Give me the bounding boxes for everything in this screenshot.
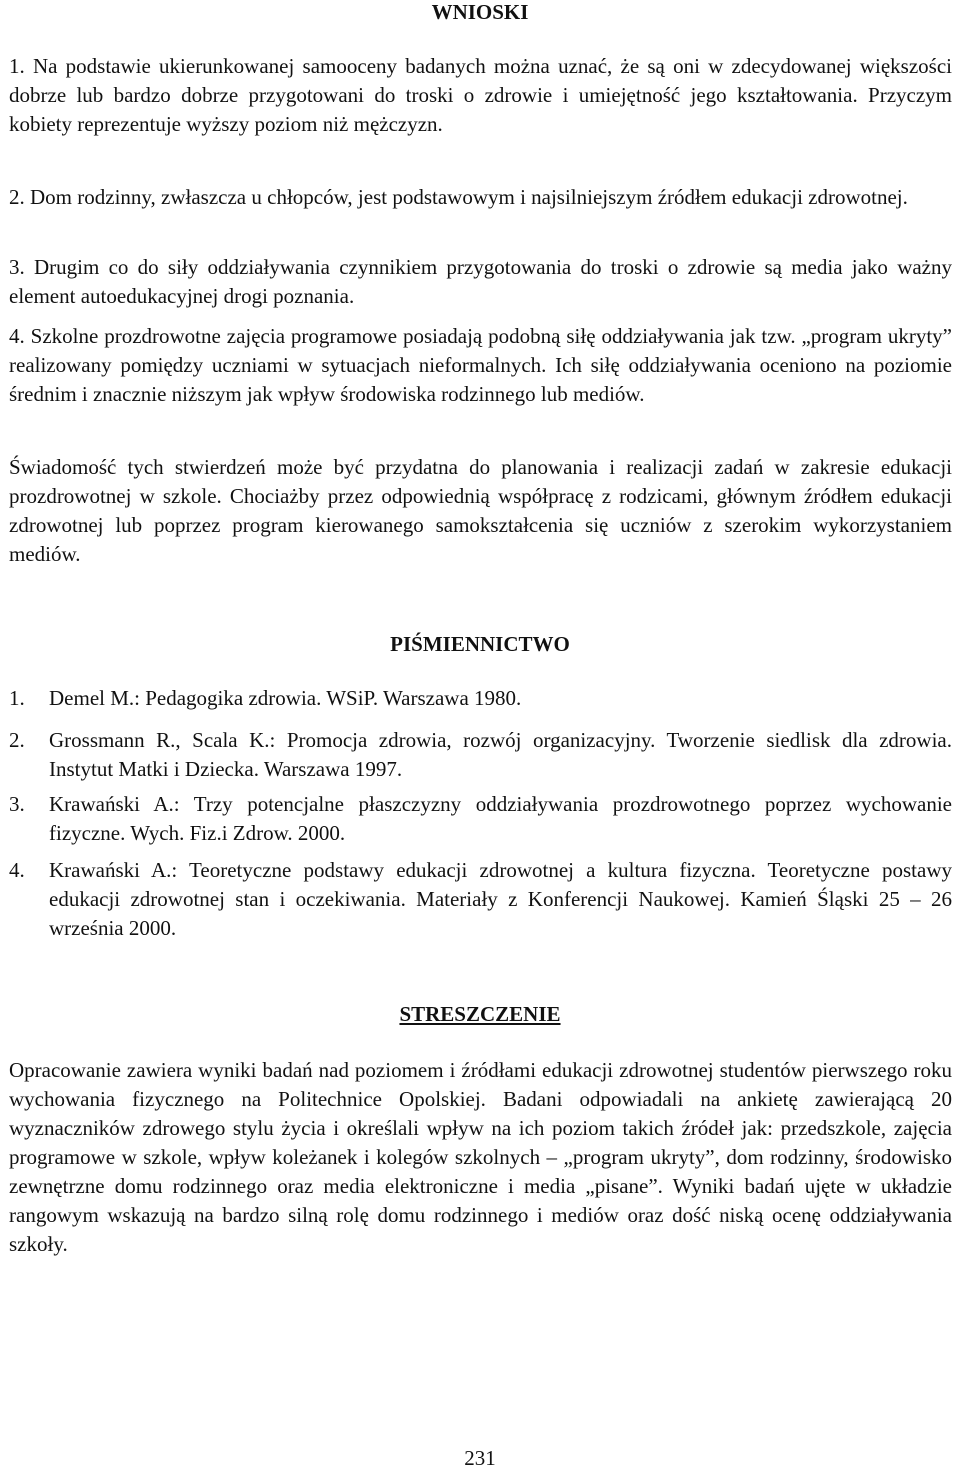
conclusion-item-3: 3. Drugim co do siły oddziaływania czynnikiem przygotowania do troski o zdrowie są media jako ważny element autoedukacyjnej drogi poznania. xyxy=(9,255,952,308)
summary-paragraph: Opracowanie zawiera wyniki badań nad poziomem i źródłami edukacji zdrowotnej studentów pierwszego roku wychowania fizycznego na Politechnice Opolskiej. Badani odpowiadali na ankietę zawierającą 20 wyznaczników zdrowego stylu życia i określali wpływ na ich poziom takich źródeł jak: przedszkole, zajęcia programowe w szkole, wpływ koleżanek i kolegów szkolnych – „program ukryty”, dom rodzinny, środowisko zewnętrzne domu rodzinnego oraz media elektroniczne i media „pisane”. Wyniki badań ujęte w układzie rangowym wskazują na bardzo silną rolę domu rodzinnego i mediów oraz dość niską ocenę oddziaływania szkoły. xyxy=(9,1058,952,1256)
bibliography-item xyxy=(9,684,952,713)
bibliography-item-text: Krawański A.: Teoretyczne podstawy edukacji zdrowotnej a kultura fizyczna. Teoretyczne postawy edukacji zdrowotnej stan i oczekiwania. Materiały z Konferencji Naukowej. Kamień Śląski 25 – 26 września 2000. xyxy=(49,858,952,940)
bibliography-item-number: 4. xyxy=(9,858,25,882)
bibliography-item-text: Krawański A.: Trzy potencjalne płaszczyzny oddziaływania prozdrowotnego poprzez wychowanie fizyczne. Wych. Fiz.i Zdrow. 2000. xyxy=(49,792,952,845)
bibliography-heading: PIŚMIENNICTWO xyxy=(390,632,570,656)
bibliography-item xyxy=(9,856,952,943)
conclusion-closing-paragraph: Świadomość tych stwierdzeń może być przydatna do planowania i realizacji zadań w zakresie edukacji prozdrowotnej w szkole. Chociażby przez odpowiednią współpracę z rodzicami, głównym źródłem edukacji zdrowotnej lub poprzez program kierowanego samokształcenia się uczniów z szerokim wykorzystaniem mediów. xyxy=(9,455,952,566)
bibliography-item-number: 2. xyxy=(9,728,25,752)
bibliography-item-number: 3. xyxy=(9,792,25,816)
bibliography-item-number: 1. xyxy=(9,686,25,710)
wnioski-heading: WNIOSKI xyxy=(431,0,529,24)
bibliography-item-text: Grossmann R., Scala K.: Promocja zdrowia, rozwój organizacyjny. Tworzenie siedlisk dla zdrowia. Instytut Matki i Dziecka. Warszawa 1997. xyxy=(49,728,952,781)
page-number: 231 xyxy=(464,1446,496,1470)
bibliography-item xyxy=(9,726,952,784)
conclusion-item-4: 4. Szkolne prozdrowotne zajęcia programowe posiadają podobną siłę oddziaływania jak tzw. „program ukryty” realizowany pomiędzy uczniami w sytuacjach nieformalnych. Ich siłę oddziaływania oceniono na poziomie średnim i znacznie niższym jak wpływ środowiska rodzinnego lub mediów. xyxy=(9,324,952,406)
conclusion-item-2: 2. Dom rodzinny, zwłaszcza u chłopców, jest podstawowym i najsilniejszym źródłem edukacji zdrowotnej. xyxy=(9,185,908,209)
bibliography-item xyxy=(9,790,952,848)
conclusion-item-1: 1. Na podstawie ukierunkowanej samooceny badanych można uznać, że są oni w zdecydowanej większości dobrze lub bardzo dobrze przygotowani do troski o zdrowie i umiejętność jego kształtowania. Przyczym kobiety reprezentuje wyższy poziom niż mężczyzn. xyxy=(9,54,952,136)
bibliography-item-text: Demel M.: Pedagogika zdrowia. WSiP. Warszawa 1980. xyxy=(49,686,522,710)
summary-heading: STRESZCZENIE xyxy=(399,1002,561,1026)
